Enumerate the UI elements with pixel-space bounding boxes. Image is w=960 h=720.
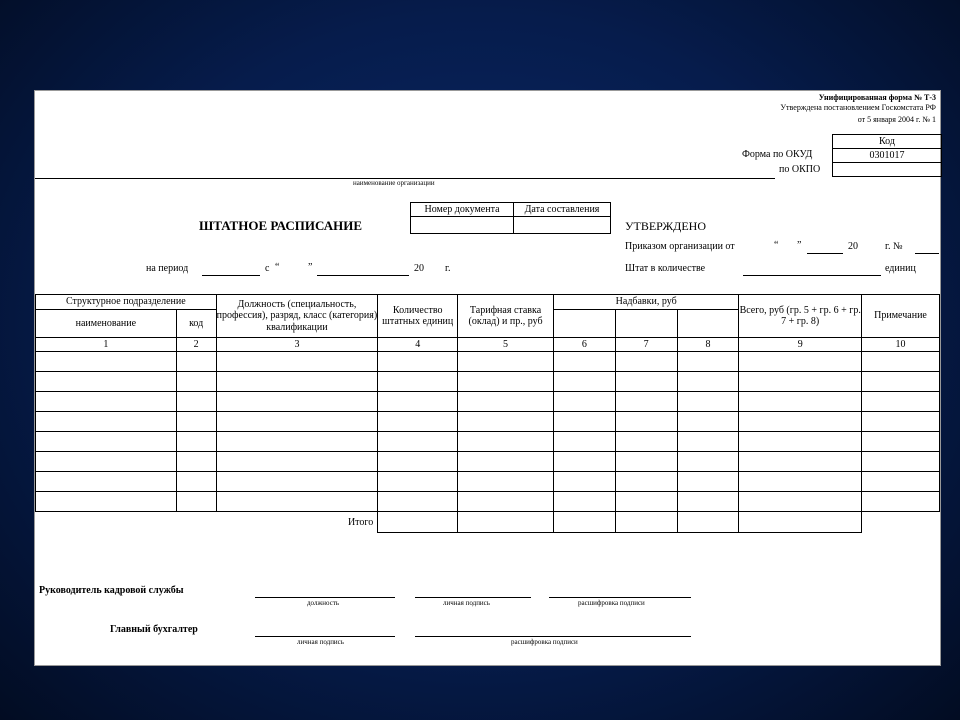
table-cell[interactable] (553, 412, 615, 432)
allowance-col-3 (677, 310, 739, 338)
table-cell[interactable] (677, 412, 739, 432)
table-cell[interactable] (216, 432, 378, 452)
order-label: Приказом организации от (625, 241, 735, 252)
accountant-decoding-line[interactable] (415, 636, 691, 637)
table-cell[interactable] (615, 472, 677, 492)
hr-position-caption: должность (307, 599, 340, 607)
table-cell[interactable] (739, 392, 862, 412)
table-cell[interactable] (615, 412, 677, 432)
okpo-label: по ОКПО (779, 164, 821, 175)
table-cell[interactable] (176, 372, 216, 392)
accountant-decoding-caption: расшифровка подписи (511, 638, 578, 646)
period-year-suffix: г. (445, 263, 451, 274)
table-cell[interactable] (615, 352, 677, 372)
table-cell[interactable] (458, 372, 554, 392)
total-cell[interactable] (677, 512, 739, 533)
table-cell[interactable] (378, 372, 458, 392)
table-cell[interactable] (458, 412, 554, 432)
table-row (36, 492, 940, 512)
codes-table (832, 134, 942, 177)
table-cell[interactable] (36, 492, 177, 512)
table-cell[interactable] (553, 392, 615, 412)
table-cell[interactable] (378, 452, 458, 472)
table-cell[interactable] (553, 472, 615, 492)
position-header: Должность (специальность, профессия), разряд, класс (категория) квалификации (216, 295, 378, 338)
approved-date: от 5 января 2004 г. № 1 (857, 115, 936, 124)
table-cell[interactable] (378, 432, 458, 452)
table-cell[interactable] (677, 432, 739, 452)
table-cell[interactable] (176, 472, 216, 492)
allowance-col-1 (553, 310, 615, 338)
staff-table (35, 294, 940, 533)
table-cell[interactable] (176, 452, 216, 472)
staff-count-unit: единиц (885, 263, 916, 274)
count-header: Количество штатных единиц (378, 295, 458, 338)
table-cell[interactable] (677, 372, 739, 392)
okud-value[interactable]: 0301017 (833, 149, 942, 163)
table-cell[interactable] (862, 452, 940, 472)
table-cell[interactable] (378, 472, 458, 492)
table-cell[interactable] (36, 372, 177, 392)
table-cell[interactable] (176, 392, 216, 412)
table-cell[interactable] (739, 452, 862, 472)
table-row (36, 432, 940, 452)
table-cell[interactable] (739, 372, 862, 392)
table-cell[interactable] (458, 492, 554, 512)
total-label: Итого (347, 516, 374, 528)
period-quote-close: ” (308, 262, 313, 273)
table-cell[interactable] (739, 492, 862, 512)
form-title: Унифицированная форма № Т-3 (818, 93, 936, 102)
table-row (36, 372, 940, 392)
division-name-header: наименование (36, 310, 177, 338)
table-row (36, 472, 940, 492)
table-cell[interactable] (862, 352, 940, 372)
order-year-suffix: г. № (885, 241, 903, 252)
table-cell[interactable] (553, 452, 615, 472)
chief-accountant-label: Главный бухгалтер (110, 624, 198, 635)
accountant-signature-caption: личная подпись (297, 638, 344, 646)
table-row (36, 392, 940, 412)
table-cell[interactable] (677, 392, 739, 412)
table-cell[interactable] (216, 472, 378, 492)
division-code-header: код (176, 310, 216, 338)
code-header: Код (833, 135, 942, 149)
table-cell[interactable] (553, 432, 615, 452)
total-row (36, 512, 940, 533)
table-cell[interactable] (862, 432, 940, 452)
staff-count-line[interactable] (743, 275, 881, 276)
total-header: Всего, руб (гр. 5 + гр. 6 + гр. 7 + гр. 8) (739, 295, 862, 338)
col-number: 8 (677, 338, 739, 352)
staff-count-label: Штат в количестве (625, 263, 706, 274)
allowance-col-2 (615, 310, 677, 338)
hr-signature-line[interactable] (415, 597, 531, 598)
okpo-value[interactable] (833, 163, 942, 177)
table-cell[interactable] (458, 472, 554, 492)
table-cell[interactable] (378, 412, 458, 432)
order-number-line[interactable] (915, 253, 939, 254)
doc-date-header: Дата составления (514, 203, 611, 217)
column-number-row (36, 338, 940, 352)
doc-date-field[interactable] (514, 217, 611, 234)
table-cell[interactable] (862, 412, 940, 432)
col-number: 4 (378, 338, 458, 352)
table-row (36, 352, 940, 372)
approved-by: Утверждена постановлением Госкомстата РФ (780, 103, 936, 112)
table-row (36, 452, 940, 472)
hr-head-label: Руководитель кадровой службы (39, 585, 184, 596)
table-cell[interactable] (862, 472, 940, 492)
col-number: 2 (176, 338, 216, 352)
col-number: 7 (615, 338, 677, 352)
table-cell[interactable] (553, 352, 615, 372)
col-number: 5 (458, 338, 554, 352)
table-cell[interactable] (458, 452, 554, 472)
division-header: Структурное подразделение (36, 295, 217, 310)
table-cell[interactable] (176, 352, 216, 372)
table-cell[interactable] (216, 352, 378, 372)
period-label: на период (146, 263, 189, 274)
table-cell[interactable] (862, 372, 940, 392)
table-cell[interactable] (36, 452, 177, 472)
table-cell[interactable] (216, 412, 378, 432)
period-from: с (265, 263, 270, 274)
table-cell[interactable] (458, 352, 554, 372)
period-quote-open: “ (275, 262, 280, 273)
hr-decoding-caption: расшифровка подписи (578, 599, 645, 607)
note-header: Примечание (862, 295, 940, 338)
table-cell[interactable] (677, 492, 739, 512)
col-number: 10 (862, 338, 940, 352)
table-cell[interactable] (615, 432, 677, 452)
table-cell[interactable] (862, 392, 940, 412)
table-cell[interactable] (378, 352, 458, 372)
table-cell[interactable] (553, 492, 615, 512)
hr-signature-caption: личная подпись (443, 599, 490, 607)
table-cell[interactable] (36, 472, 177, 492)
table-cell[interactable] (615, 372, 677, 392)
period-month-line[interactable] (317, 275, 409, 276)
total-empty (862, 512, 940, 533)
doc-number-header: Номер документа (411, 203, 514, 217)
staff-schedule-form (34, 90, 941, 666)
table-cell[interactable] (36, 412, 177, 432)
col-number: 6 (553, 338, 615, 352)
table-cell[interactable] (739, 472, 862, 492)
total-cell[interactable] (615, 512, 677, 533)
period-day-line[interactable] (202, 275, 260, 276)
doc-number-field[interactable] (411, 217, 514, 234)
table-cell[interactable] (176, 412, 216, 432)
order-month-line[interactable] (807, 253, 843, 254)
table-cell[interactable] (677, 352, 739, 372)
table-cell[interactable] (36, 392, 177, 412)
table-cell[interactable] (458, 392, 554, 412)
table-cell[interactable] (36, 352, 177, 372)
col-number: 1 (36, 338, 177, 352)
col-number: 3 (216, 338, 378, 352)
total-cell[interactable] (739, 512, 862, 533)
table-cell[interactable] (553, 372, 615, 392)
table-cell[interactable] (862, 492, 940, 512)
table-cell[interactable] (216, 372, 378, 392)
table-cell[interactable] (615, 492, 677, 512)
okud-label: Форма по ОКУД (742, 149, 813, 160)
total-cell[interactable] (553, 512, 615, 533)
approved-heading: УТВЕРЖДЕНО (625, 219, 707, 233)
rate-header: Тарифная ставка (оклад) и пр., руб (458, 295, 554, 338)
table-cell[interactable] (739, 412, 862, 432)
table-cell[interactable] (36, 432, 177, 452)
table-cell[interactable] (615, 452, 677, 472)
table-cell[interactable] (739, 352, 862, 372)
allowances-header: Надбавки, руб (553, 295, 738, 310)
table-cell[interactable] (378, 392, 458, 412)
table-cell[interactable] (458, 432, 554, 452)
table-cell[interactable] (216, 492, 378, 512)
col-number: 9 (739, 338, 862, 352)
hr-position-line[interactable] (255, 597, 395, 598)
table-cell[interactable] (176, 492, 216, 512)
document-title: ШТАТНОЕ РАСПИСАНИЕ (199, 218, 363, 233)
table-row (36, 412, 940, 432)
hr-decoding-line[interactable] (549, 597, 691, 598)
table-cell[interactable] (176, 432, 216, 452)
table-cell[interactable] (739, 432, 862, 452)
table-cell[interactable] (677, 452, 739, 472)
total-cell[interactable] (378, 512, 458, 533)
table-cell[interactable] (378, 492, 458, 512)
table-cell[interactable] (677, 472, 739, 492)
table-cell[interactable] (216, 452, 378, 472)
order-year: 20 (848, 241, 858, 252)
order-quote-open: “ (774, 240, 779, 251)
period-year: 20 (414, 263, 424, 274)
doc-number-date-table (410, 202, 611, 234)
org-caption: наименование организации (353, 179, 435, 187)
order-quote-close: ” (797, 240, 802, 251)
table-cell[interactable] (615, 392, 677, 412)
table-cell[interactable] (216, 392, 378, 412)
total-cell[interactable] (458, 512, 554, 533)
accountant-signature-line[interactable] (255, 636, 395, 637)
